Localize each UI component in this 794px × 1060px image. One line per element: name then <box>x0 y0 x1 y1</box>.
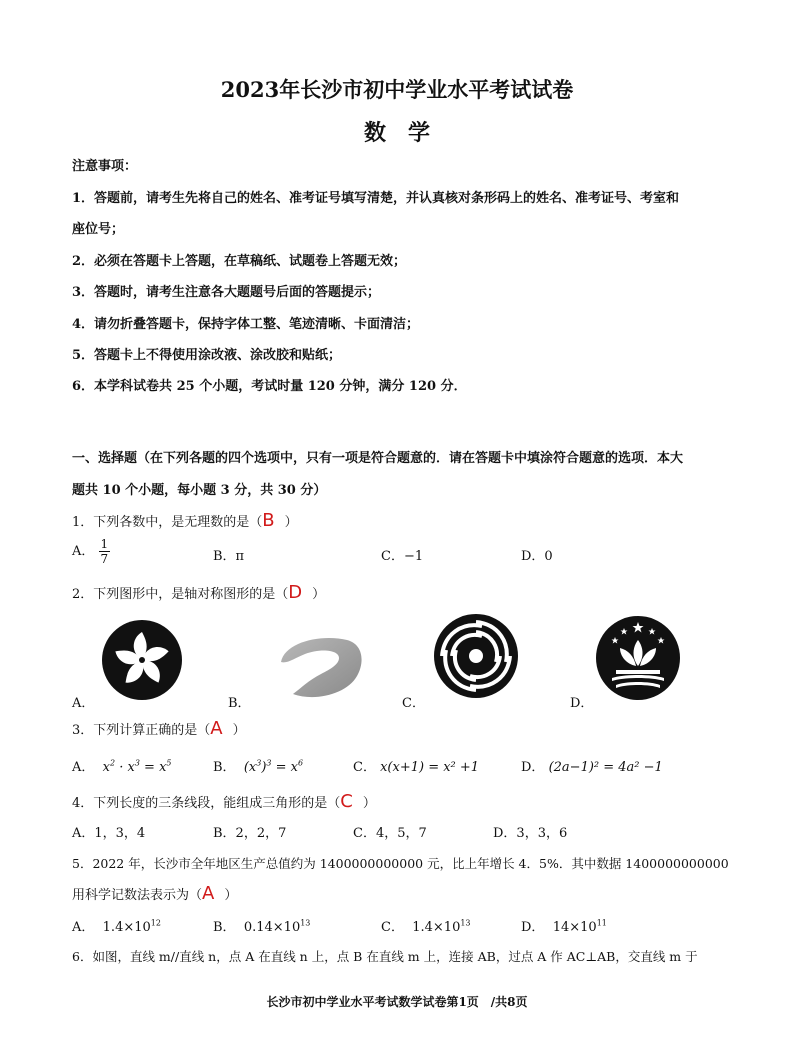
q3-option-b <box>213 756 303 775</box>
fraction <box>99 537 111 566</box>
handwritten-answer: C <box>340 791 353 812</box>
handwritten-answer: D <box>288 582 303 603</box>
question-1 <box>72 510 298 531</box>
q5-option-a <box>72 916 161 935</box>
q1-option-c: C．−1 <box>381 549 424 564</box>
question-stem: 4．下列长度的三条线段，能组成三角形的是（ <box>72 796 341 811</box>
note-item: 2．必须在答题卡上答题，在草稿纸、试题卷上答题无效； <box>72 254 407 269</box>
numerator: 1 <box>100 537 109 551</box>
question-stem: 3．下列计算正确的是（ <box>72 723 211 738</box>
subject-title: 数 学 <box>363 120 430 146</box>
handwritten-answer: B <box>262 510 275 531</box>
question-6-line1: 6．如图，直线 m//直线 n，点 A 在直线 n 上，点 B 在直线 m 上，连接 AB，过点 A 作 AC⊥AB，交直线 m 于 <box>72 949 698 964</box>
math-expression: $0.14\times 10^{13}$ <box>239 918 311 935</box>
notes-heading: 注意事项： <box>72 159 138 174</box>
question-4 <box>72 791 376 812</box>
option-label: C． <box>381 920 404 935</box>
paren-close: ） <box>284 515 298 530</box>
note-item: 4．请勿折叠答题卡，保持字体工整、笔迹清晰、卡面清洁； <box>72 317 420 332</box>
macau-emblem-figure <box>594 614 682 702</box>
q3-option-a <box>72 756 172 775</box>
paren-close: ） <box>312 587 326 602</box>
question-stem: 用科学记数法表示为（ <box>72 888 203 903</box>
note-item: 6．本学科试卷共 25 个小题，考试时量 120 分钟，满分 120 分． <box>72 379 467 394</box>
section-heading: 一、选择题（在下列各题的四个选项中，只有一项是符合题意的．请在答题卡中填涂符合题意的选项．本大 <box>72 451 684 466</box>
hong-kong-emblem-figure <box>100 618 184 702</box>
option-label: D． <box>521 760 545 775</box>
q4-option-d: D．3，3，6 <box>493 826 568 841</box>
q2-option-a: A． <box>72 696 95 711</box>
crescent-ring-figure <box>275 632 367 704</box>
q5-option-c <box>381 916 471 935</box>
q4-option-c: C．4，5，7 <box>353 826 427 841</box>
question-stem: 1．下列各数中，是无理数的是（ <box>72 515 263 530</box>
option-label: A． <box>72 760 95 775</box>
q1-option-b: B．π <box>213 549 245 564</box>
option-label: B． <box>213 920 236 935</box>
math-expression: (2a−1)² = 4a² −1 <box>548 760 663 775</box>
option-label: A． <box>72 544 95 559</box>
math-expression: $x^2 \cdot x^3 = x^5$ <box>98 758 172 775</box>
paren-close: ） <box>224 888 238 903</box>
note-item: 3．答题时，请考生注意各大题题号后面的答题提示； <box>72 285 381 300</box>
note-item: 座位号； <box>72 222 125 237</box>
denominator: 7 <box>100 552 109 566</box>
paren-close: ） <box>232 723 246 738</box>
option-label: C． <box>353 760 376 775</box>
option-label: D． <box>521 920 545 935</box>
q3-option-c <box>353 756 479 775</box>
q1-option-a <box>72 537 110 566</box>
note-item: 5．答题卡上不得使用涂改液、涂改胶和贴纸； <box>72 348 342 363</box>
math-expression: $14\times 10^{11}$ <box>548 918 607 935</box>
handwritten-answer: A <box>210 718 223 739</box>
q4-option-b: B．2，2，7 <box>213 826 287 841</box>
q5-option-b <box>213 916 310 935</box>
math-expression: $(x^3)^3 = x^6$ <box>239 758 304 775</box>
q5-option-d <box>521 916 607 935</box>
question-2 <box>72 582 325 603</box>
q3-option-d <box>521 756 663 775</box>
q2-option-d: D． <box>570 696 594 711</box>
math-expression: x(x+1) = x² +1 <box>380 760 480 775</box>
question-5-line2 <box>72 883 237 904</box>
paren-close: ） <box>362 796 376 811</box>
q2-option-b: B． <box>228 696 251 711</box>
question-3 <box>72 718 246 739</box>
question-stem: 2．下列图形中，是轴对称图形的是（ <box>72 587 289 602</box>
exam-title: 2023年长沙市初中学业水平考试试卷 <box>220 77 574 102</box>
math-expression: $1.4\times 10^{12}$ <box>98 918 161 935</box>
handwritten-answer: A <box>202 883 215 904</box>
section-heading-cont: 题共 10 个小题，每小题 3 分，共 30 分） <box>72 483 327 498</box>
page-footer: 长沙市初中学业水平考试数学试卷第1页 /共8页 <box>266 995 528 1009</box>
option-label: A． <box>72 920 95 935</box>
option-label: B． <box>213 760 236 775</box>
q2-option-c: C． <box>402 696 425 711</box>
q4-option-a: A．1，3，4 <box>72 826 146 841</box>
q1-option-d: D．0 <box>521 549 553 564</box>
math-expression: $1.4\times 10^{13}$ <box>408 918 471 935</box>
question-5-line1: 5．2022 年，长沙市全年地区生产总值约为 1400000000000 元，比上年增长 4．5%．其中数据 1400000000000 <box>72 856 729 871</box>
swirl-phoenix-figure <box>432 612 520 700</box>
note-item: 1．答题前，请考生先将自己的姓名、准考证号填写清楚，并认真核对条形码上的姓名、准考证号、考室和 <box>72 191 680 206</box>
